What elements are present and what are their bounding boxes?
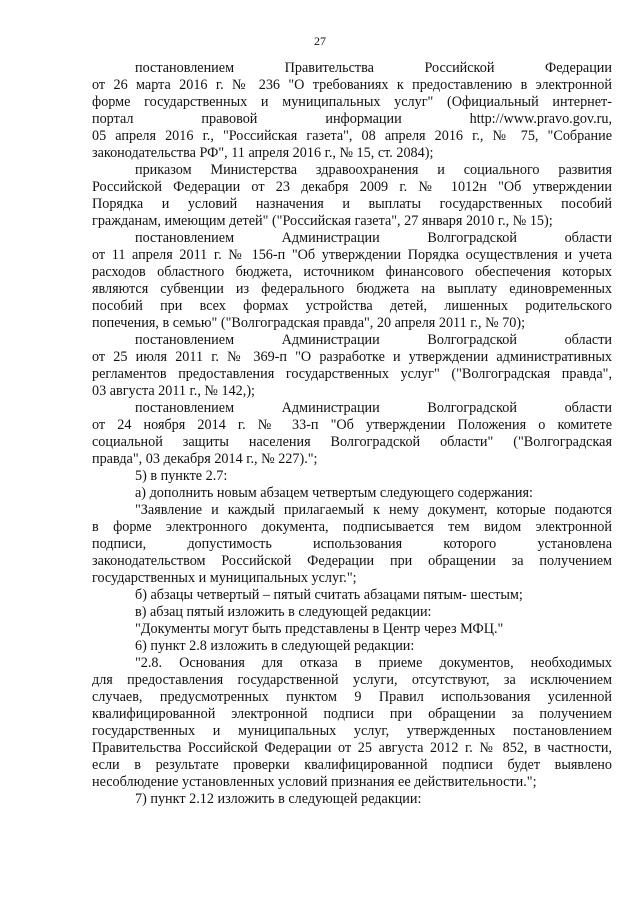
document-body [92, 60, 612, 808]
text-line: законодательства РФ", 11 апреля 2016 г., № 15, ст. 2084); [92, 145, 434, 161]
text-line: если в результате проверки квалифицированной подписи будет выявлено [92, 757, 612, 773]
text-line: Правительства Российской Федерации от 25 августа 2012 г. № 852, в частности, [92, 740, 612, 756]
text-line: 6) пункт 2.8 изложить в следующей редакции: [135, 638, 415, 654]
text-line: правда", 03 декабря 2014 г., № 227)."; [92, 451, 318, 467]
text-line: Российской Федерации от 23 декабря 2009 г. № 1012н "Об утверждении [92, 179, 612, 195]
text-line: 5) в пункте 2.7: [135, 468, 228, 484]
text-line: "2.8. Основания для отказа в приеме документов, необходимых [135, 655, 612, 671]
text-line: от 26 марта 2016 г. № 236 "О требованиях к предоставлению в электронной [92, 77, 612, 93]
text-line: государственных и муниципальных услуг, утвержденных постановлением [92, 723, 612, 739]
text-line: Порядка и условий назначения и выплаты государственных пособий [92, 196, 612, 212]
text-line: форме государственных и муниципальных услуг" (Официальный интернет- [92, 94, 612, 110]
text-line: а) дополнить новым абзацем четвертым следующего содержания: [135, 485, 533, 501]
text-line: постановлением Правительства Российской Федерации [135, 60, 612, 76]
text-line: попечения, в семью" ("Волгоградская правда", 20 апреля 2011 г., № 70); [92, 315, 526, 331]
text-line: социальной защиты населения Волгоградской области" ("Волгоградская [92, 434, 612, 450]
text-line: б) абзацы четвертый – пятый считать абзацами пятым- шестым; [135, 587, 523, 603]
text-line: от 25 июля 2011 г. № 369-п "О разработке и утверждении административных [92, 349, 612, 365]
text-line: постановлением Администрации Волгоградской области [135, 230, 612, 246]
text-line: портал правовой информации http://www.pravo.gov.ru, [92, 111, 612, 127]
text-line: 7) пункт 2.12 изложить в следующей редакции: [135, 791, 422, 807]
text-line: пособий при всех формах устройства детей, лишенных родительского [92, 298, 612, 314]
text-line: государственных и муниципальных услуг."; [92, 570, 357, 586]
text-line: законодательством Российской Федерации при обращении за получением [92, 553, 612, 569]
text-line: постановлением Администрации Волгоградской области [135, 332, 612, 348]
text-line: постановлением Администрации Волгоградской области [135, 400, 612, 416]
text-line: в форме электронного документа, подписывается тем видом электронной [92, 519, 612, 535]
text-line: несоблюдение установленных условий признания ее действительности."; [92, 774, 537, 790]
text-line: 03 августа 2011 г., № 142,); [92, 383, 255, 399]
text-line: "Документы могут быть представлены в Центр через МФЦ." [135, 621, 504, 637]
text-line: подписи, допустимость использования которого установлена [92, 536, 612, 552]
text-line: случаев, предусмотренных пунктом 9 Правил использования усиленной [92, 689, 612, 705]
text-line: от 24 ноября 2014 г. № 33-п "Об утверждении Положения о комитете [92, 417, 612, 433]
text-line: для предоставления государственной услуги, отсутствуют, за исключением [92, 672, 612, 688]
text-line: являются субвенции из федерального бюджета на выплату единовременных [92, 281, 612, 297]
text-line: гражданам, имеющим детей" ("Российская газета", 27 января 2010 г., № 15); [92, 213, 553, 229]
text-line: 05 апреля 2016 г., "Российская газета", 08 апреля 2016 г., № 75, "Собрание [92, 128, 612, 144]
text-line: приказом Министерства здравоохранения и социального развития [135, 162, 612, 178]
text-line: регламентов предоставления государственных услуг" ("Волгоградская правда", [92, 366, 612, 382]
text-line: квалифицированной электронной подписи при обращении за получением [92, 706, 612, 722]
text-line: от 11 апреля 2011 г. № 156-п "Об утверждении Порядка осуществления и учета [92, 247, 612, 263]
text-line: в) абзац пятый изложить в следующей редакции: [135, 604, 432, 620]
page-number: 27 [314, 34, 326, 48]
text-line: расходов областного бюджета, источником финансового обеспечения которых [92, 264, 612, 280]
text-line: "Заявление и каждый прилагаемый к нему документ, которые подаются [135, 502, 612, 518]
